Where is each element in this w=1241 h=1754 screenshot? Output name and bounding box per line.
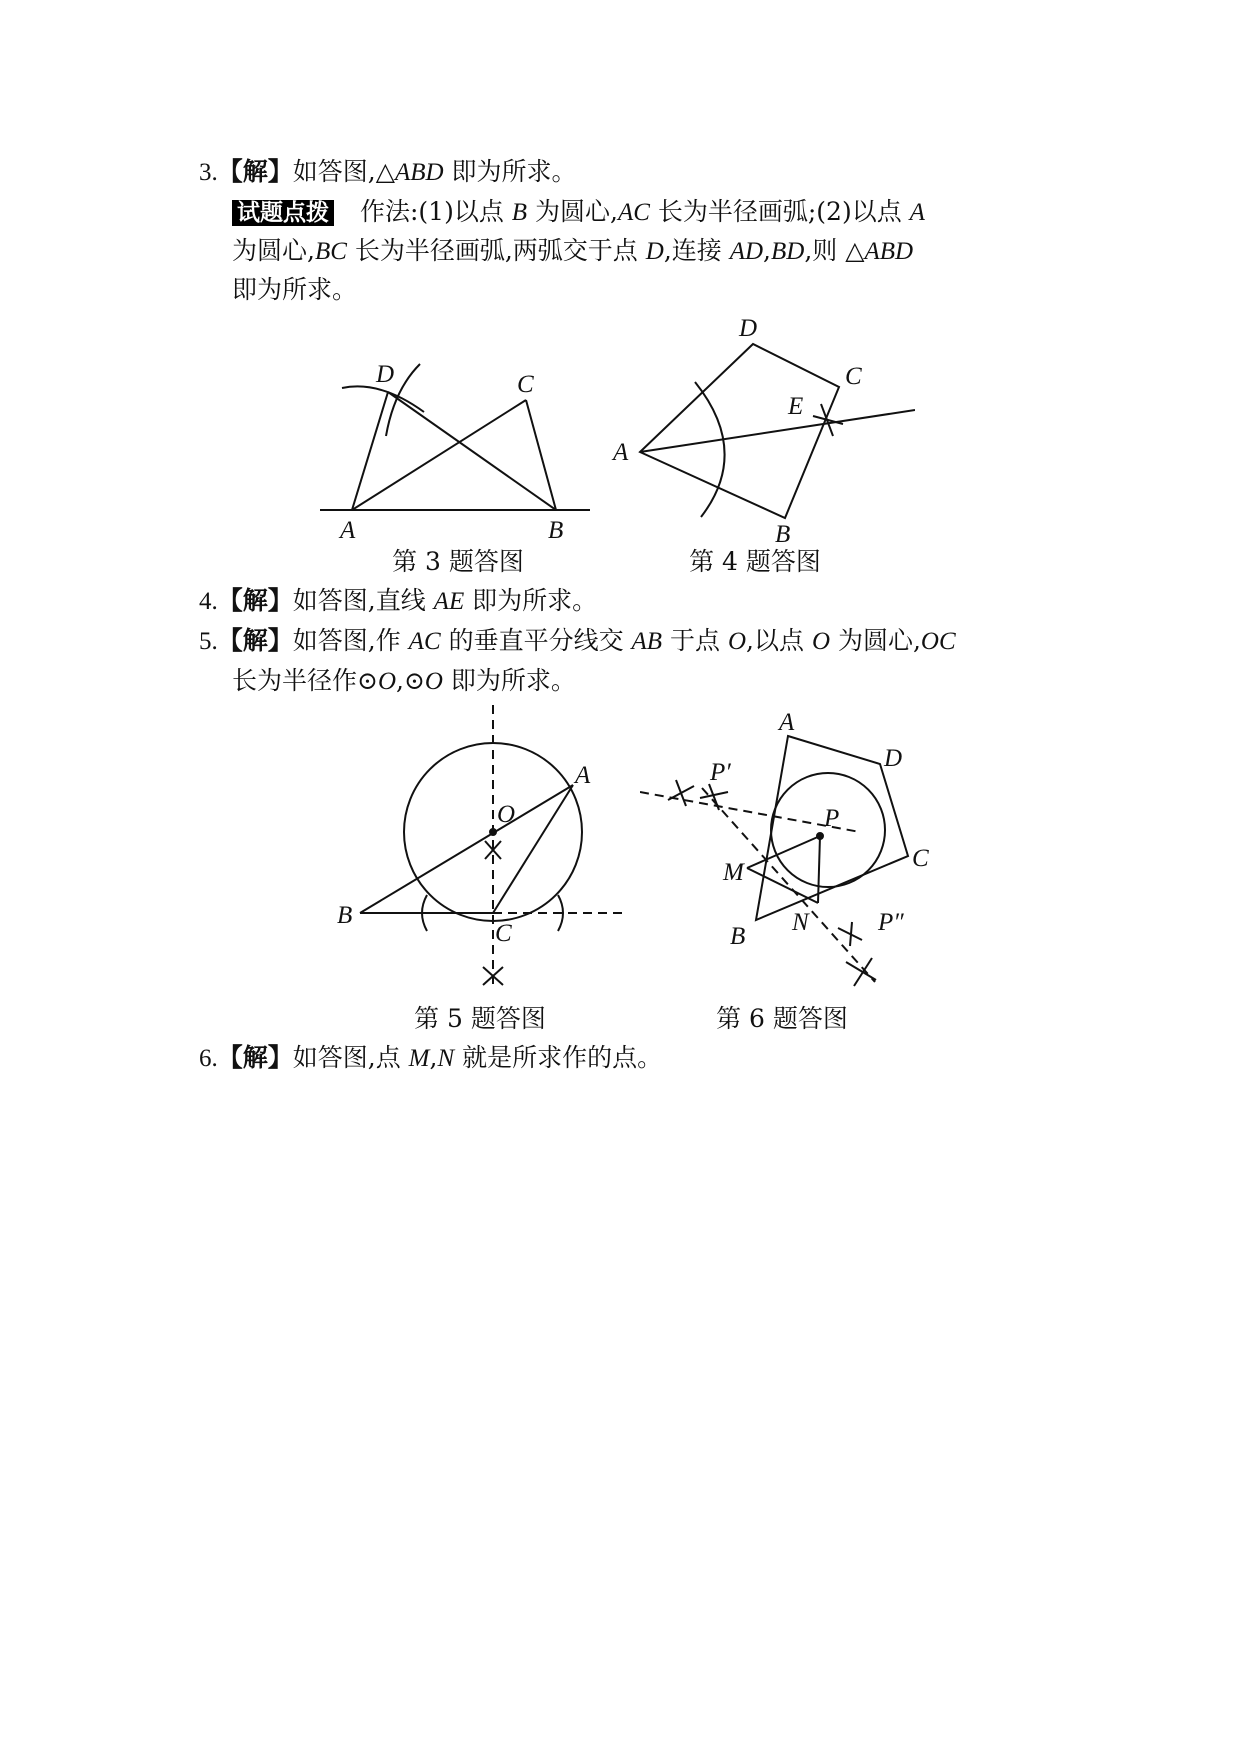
text: , [763,236,771,265]
fig4-quadrilateral [640,344,839,518]
fig6-cross-1b [668,786,694,800]
math-var: OC [920,628,956,655]
text: ,以点 [746,626,812,655]
fig6-label-p-double-prime: P″ [878,909,904,936]
fig6-segment-mn [747,868,818,903]
fig6-label-m: M [723,859,744,886]
hint-line-3 [232,272,357,308]
fig6-segment-mp [747,836,820,868]
math-var: AD [729,238,764,265]
fig3-label-b: B [548,517,564,544]
fig4-caption: 第 4 题答图 [689,547,821,576]
math-var: BD [771,238,805,265]
fig6-point-p [817,833,823,839]
item-number: 6. [199,1045,218,1072]
fig5-label-c: C [495,920,512,947]
item-number: 3. [199,159,218,186]
text: 于点 [662,626,728,655]
fig6-label-n: N [792,909,809,936]
figure-4 [605,312,915,542]
math-var: AC [408,628,441,655]
text: 作法:(1)以点 [360,197,512,226]
solution-tag: 【解】 [217,586,293,615]
fig6-cross-3b [850,922,852,946]
text: 的垂直平分线交 [440,626,632,655]
fig3-segment-ad [352,392,388,510]
math-var: O [377,668,397,695]
text: 为圆心, [232,236,315,265]
fig3-segment-ac [352,400,526,510]
text: 如答图,作 [292,626,409,655]
fig5-label-b: B [337,902,353,929]
text: 即为所求。 [443,157,577,186]
fig3-segment-cb [526,400,556,510]
figure-5 [335,705,625,1000]
fig4-label-b: B [775,521,791,542]
fig4-arc [695,382,725,517]
math-var: ABD [864,238,914,265]
fig6-label-b: B [730,923,746,950]
math-var: M [408,1045,430,1072]
item-number: 5. [199,628,218,655]
math-var: AE [433,588,465,615]
figure-6 [640,700,945,1000]
hint-line-1 [232,194,925,231]
fig3-label-d: D [376,361,395,388]
math-var: AB [631,628,663,655]
math-var: AC [617,199,650,226]
math-var: O [424,668,443,695]
fig5-label-a: A [575,762,591,789]
math-var: O [727,628,747,655]
item-5-line-1 [199,623,956,660]
hint-badge: 试题点拨 [232,200,334,226]
fig6-cross-4a [846,962,876,980]
text: ,⊙ [396,666,425,695]
text: 长为半径画弧,两弧交于点 [346,236,646,265]
fig5-segment-ba [360,785,573,913]
item-number: 4. [199,588,218,615]
figure-3 [320,350,590,545]
fig6-label-p-prime: P′ [710,759,731,786]
math-var: O [811,628,831,655]
solution-tag: 【解】 [217,157,293,186]
fig5-label-o: O [497,801,516,828]
text: 长为半径作⊙ [232,666,378,695]
text: ,连接 [663,236,730,265]
text: 为圆心, [830,626,921,655]
triangle-symbol: △ [375,157,395,186]
fig4-label-d: D [739,315,758,342]
text: 即为所求。 [232,275,358,304]
text: 长为半径画弧;(2)以点 [649,197,910,226]
text: 如答图,直线 [292,586,434,615]
text: 如答图,点 [292,1043,409,1072]
math-var: N [437,1045,455,1072]
item-5-line-2 [232,663,576,700]
fig4-label-c: C [845,363,862,390]
text: ,则 △ [804,236,865,265]
fig4-line-ae [640,410,915,452]
math-var: ABD [394,159,444,186]
fig6-label-a: A [779,709,795,736]
math-var: A [909,199,925,226]
fig4-label-a: A [613,439,629,466]
item-3-line-1 [199,154,577,191]
fig3-segment-db [388,392,556,510]
solution-tag: 【解】 [217,626,293,655]
text: 如答图, [292,157,376,186]
fig5-caption: 第 5 题答图 [414,1004,546,1033]
fig3-label-c: C [517,371,534,398]
text: , [429,1043,438,1072]
fig3-caption: 第 3 题答图 [392,547,524,576]
math-var: BC [314,238,347,265]
text: 为圆心, [527,197,618,226]
item-6-line [199,1040,662,1077]
fig4-label-e: E [788,393,804,420]
fig5-center-point [490,829,496,835]
hint-line-2 [232,233,913,270]
text: 就是所求作的点。 [454,1043,663,1072]
solution-tag: 【解】 [217,1043,293,1072]
math-var: B [511,199,528,226]
fig6-label-d: D [884,745,903,772]
fig6-label-p: P [824,805,840,832]
text: 即为所求。 [464,586,598,615]
math-var: D [645,238,664,265]
fig6-caption: 第 6 题答图 [716,1004,848,1033]
text: 即为所求。 [442,666,576,695]
fig3-label-a: A [340,517,356,544]
fig6-label-c: C [912,845,929,872]
item-4-line [199,583,597,620]
